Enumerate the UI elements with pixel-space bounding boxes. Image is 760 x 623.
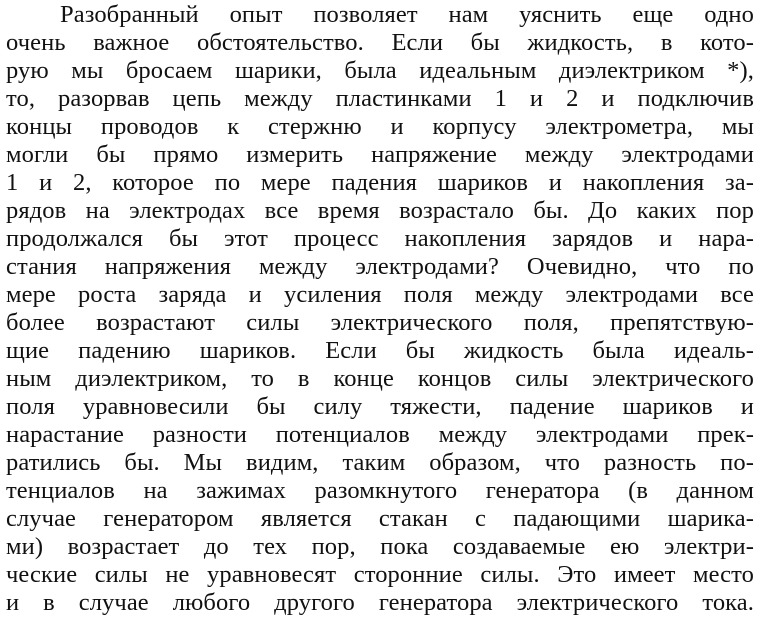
- text-line-19: случае генератором является стакан с падающими шарика-: [6, 505, 754, 532]
- text-line-2: очень важное обстоятельство. Если бы жидкость, в кото-: [6, 29, 754, 56]
- text-line-6: могли бы прямо измерить напряжение между электродами: [6, 141, 754, 168]
- text-line-15: поля уравновесили бы силу тяжести, падение шариков и: [6, 393, 754, 420]
- text-line-11: мере роста заряда и усиления поля между электродами все: [6, 281, 754, 308]
- text-line-7: 1 и 2, которое по мере падения шариков и накопления за-: [6, 169, 754, 196]
- text-line-3: рую мы бросаем шарики, была идеальным диэлектриком *),: [6, 57, 754, 84]
- text-line-9: продолжался бы этот процесс накопления зарядов и нара-: [6, 225, 754, 252]
- text-line-22: и в случае любого другого генератора электрического тока.: [6, 589, 754, 616]
- text-line-5: концы проводов к стержню и корпусу электрометра, мы: [6, 113, 754, 140]
- text-line-17: ратились бы. Мы видим, таким образом, что разность по-: [6, 449, 754, 476]
- text-line-1: Разобранный опыт позволяет нам уяснить еще одно: [60, 1, 754, 28]
- text-line-18: тенциалов на зажимах разомкнутого генератора (в данном: [6, 477, 754, 504]
- text-line-10: стания напряжения между электродами? Очевидно, что по: [6, 253, 754, 280]
- text-line-21: ческие силы не уравновесят сторонние силы. Это имеет место: [6, 561, 754, 588]
- text-line-14: ным диэлектриком, то в конце концов силы электрического: [6, 365, 754, 392]
- text-line-13: щие падению шариков. Если бы жидкость была идеаль-: [6, 337, 754, 364]
- text-line-8: рядов на электродах все время возрастало бы. До каких пор: [6, 197, 754, 224]
- text-line-4: то, разорвав цепь между пластинками 1 и 2 и подключив: [6, 85, 754, 112]
- text-line-16: нарастание разности потенциалов между электродами прек-: [6, 421, 754, 448]
- text-line-12: более возрастают силы электрического поля, препятствую-: [6, 309, 754, 336]
- text-line-20: ми) возрастает до тех пор, пока создаваемые ею электри-: [6, 533, 754, 560]
